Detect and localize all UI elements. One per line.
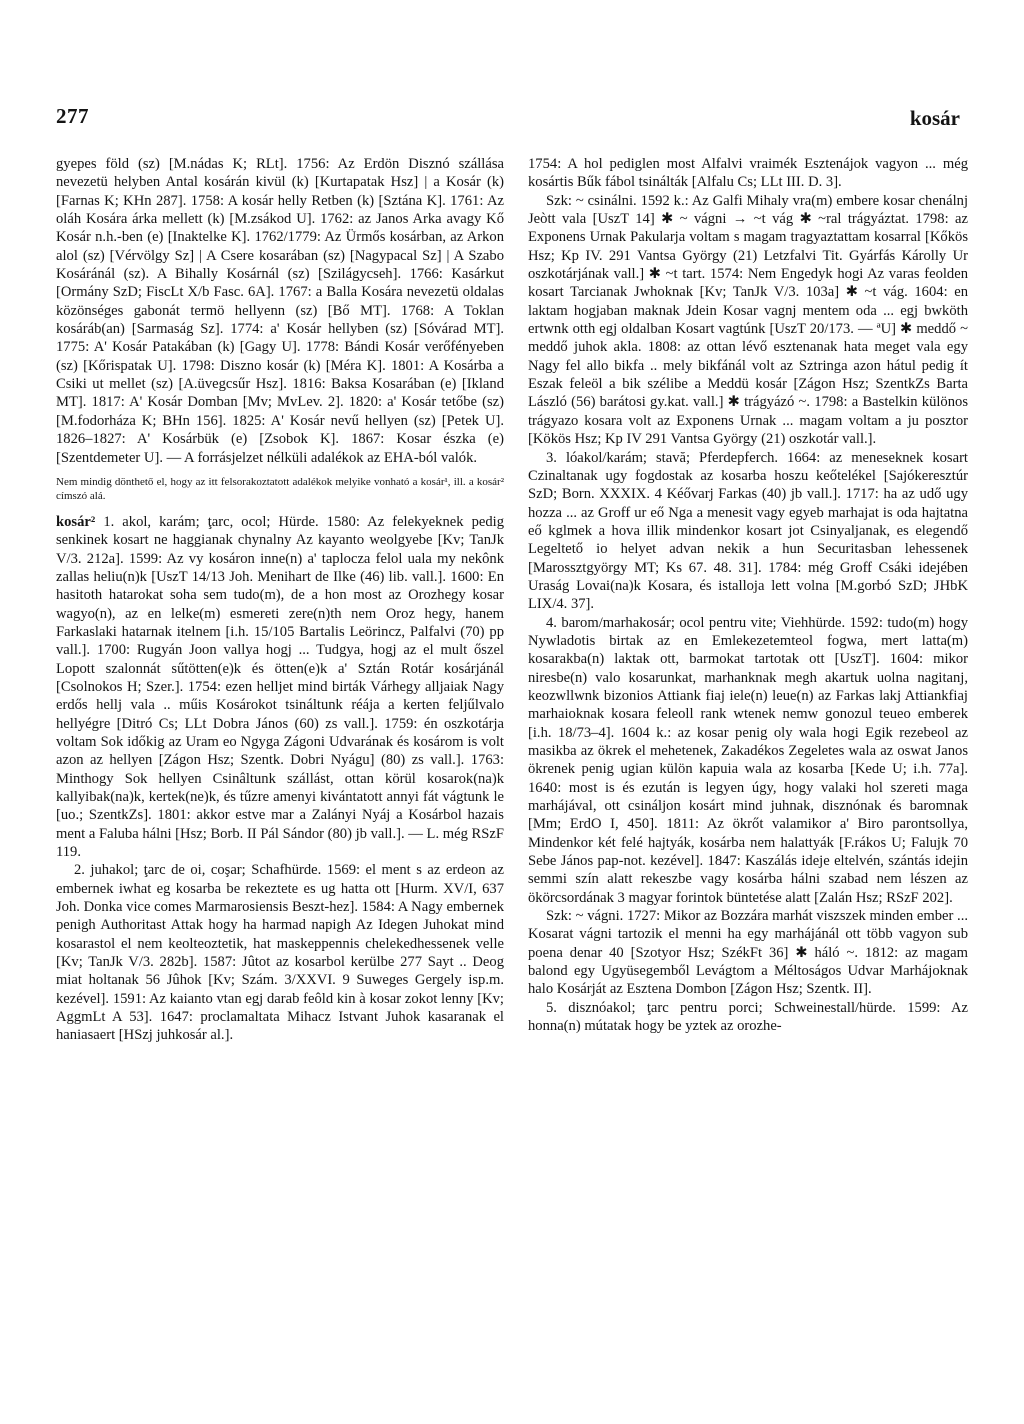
right-column [528,155,968,1036]
entry2-sense1 [56,513,504,862]
entry2-headword: kosár² [56,513,96,530]
left-column [56,155,504,1045]
page-headword: kosár [909,106,960,130]
entry1-continuation: gyepes föld (sz) [M.nádas K; RLt]. 1756: Az Erdön Disznó szállása nevezetü helyben Antal kosárán kivül (k) [Kurtapatak Hsz] | a Kosár (k) [Farnas K; KHn 287]. 1758: A kosár helly Retben (k) [Sztána K]. 1761: Az oláh Kosára árka mellett (k) [M.zsákod U]. 1762: az Janos Arka avagy Kő Kosár n.h.-ben (e) [Inaktelke K]. 1762/1779: Az Ürmős kosárban, az Arkon alol (sz) [Vérvölgy Sz] | A Csere kosarában (sz) [Nagypacal Sz] | A Szabo Kosáránál (sz). A Bihally Kosárnál (sz) [Szilágycseh]. 1766: Kasárkut [Ormány SzD; FiscLt X/b Fasc. 6A]. 1767: a Balla Kosára nevezetü oldalas közönséges gabonát termö hellyenn (sz) [Bő MT]. 1768: A Toklan kosáráb(an) [Sarmaság Sz]. 1774: a' Kosár hellyben (sz) [Sóvárad MT]. 1775: A' Kosár Patakában (k) [Gagy U]. 1778: Bándi Kosár verőfényeben (sz) [Kőrispatak U]. 1798: Diszno kosár (k) [Méra K]. 1801: A Kosárba a Csiki ut mellet (sz) [A.üvegcsűr Hsz]. 1816: Baksa Kosarában (e) [Ikland MT]. 1817: A' Kosár Domban [Mv; MvLev. 2]. 1820: a' Kosár tetőbe (sz) [M.fodorháza K; BHn 156]. 1825: A' Kosár nevű hellyen (sz) [Petek U]. 1826–1827: A' Kosárbük (e) [Zsobok K]. 1867: Kosar észka (e) [Szentdemeter U]. — A forrásjelzet nélküli adalékok az EHA-ból valók. [56,156,504,466]
sense3: 3. lóakol/karám; stavă; Pferdepferch. 1664: az meneseknek kosart Czinaltanak ugy fogdostak az kosarba hoszu keőtelékel [Sajókeresztúr SzD; Born. XXXIX. 4 Kéővarj Farkas (40) jb vall.]. 1717: ha az udő ugy hozza ... az Groff ur eő Nga a menesit vagy egyeb marhajat is oda hajtatna eő kglmek a hova illik mindenkor kosart jot Csinyaljanak, es elegendő Legeltető io helyet advan nekik a hun Securitasban lehessenek [Marossztgyörgy MT; Ks 67. 48. 31]. 1784: még Groff Csáki idejében Uraság Lovai(na)k Kosara, és istalloja lett volna [M.gorbó SzD; JHbK LIX/4. 37]. [528,449,968,613]
footnote: Nem mindig dönthető el, hogy az itt felsorakoztatott adalékok melyike vonható a kosár¹, ill. a kosár² címszó alá. [56,475,504,502]
sense5: 5. disznóakol; ţarc pentru porci; Schweinestall/hürde. 1599: Az honna(n) mútatak hogy be yztek az orozhe- [528,999,968,1035]
sense4: 4. barom/marhakosár; ocol pentru vite; Viehhürde. 1592: tudo(m) hogy Nywladotis birtak az en Emlekezetemteol fogwa, mert latta(m) kosarakba(n) laktak ott, barmokat tartotak ott [UszT]. 1604: mikor niresbe(n) valo kosarunkat, marhanknak megh akartuk uolna nagitanj, keozwllwnk bizonios Attiank fiaj iele(n) leue(n) az Farkas lakj Attiankfiaj marhaioknak kosara feleoll rank wtenek nemw gonozul teueo emberek [i.h. 18/73–4]. 1604 k.: az kosar penig oly wala hogi Egik rezebeol az masikba az ökrek el mehetenek, Zakadékos Zegeletes wala az oswat Janos ökrenek penig ugian külön kapuia wala az kosarba [Kede U; i.h. 77a]. 1640: most is és ezután is legyen úgy, hogy valaki hol szereti maga marhájával, ott csináljon kosárt mind juhnak, disznónak és baromnak [Mm; ErdO I, 450]. 1811: Az ökrőt valamikor a' Biro parontsollya, Mindenkor két felé hajtyák, kosárba nem halattyák [F.rákos U; Falujk 70 Sebe János pap-not. kezével]. 1847: Kaszálás ideje eltelvén, szántás idejin semmi szín alatt rekeszbe vagy kosárba hálni szabad nem lészen az ökörcsordának 3 magyar forintok büntetése alatt [Zalán Hsz; RSzF 202]. [528,614,968,906]
page-number: 277 [56,104,89,128]
sense2-continuation: 1754: A hol pediglen most Alfalvi vraimék Esztenájok vagyon ... még kosártis Bűk fábol tsinálták [Alfalu Cs; LLt III. D. 3]. [528,156,968,191]
sense4-phrases: Szk: ~ vágni. 1727: Mikor az Bozzára marhát viszszek minden ember ... Kosarat vágni tartozik el menni ha egy marhájánál ott több vagyon sub poena denar 40 [Szotyor Hsz; SzékFt 36] ✱ háló ~. 1812: az magam balond egy Ugyüsegemből Levágtom a Méltoságos Udvar Marhájoknak halo Kosárját az Esztena Dombon [Zágon Hsz; Szentk. II]. [528,908,968,998]
entry2-sense2: 2. juhakol; ţarc de oi, coşar; Schafhürde. 1569: el ment s az erdeon az embernek iwhat eg kosarba be rekeztete es ug hatta ott [Hurm. XV/I, 637 Joh. Donka vice comes Marmarosiensis Beszt-hez]. 1584: A Nagy embernek penigh Authoritast Attak hogy ha harmad napigh Az Idegen Juhokat mind kosarastol el nem keolteoztetik, hat maskeppennis chelekedhessenek velle [Kv; TanJk V/3. 282b]. 1587: Jûtot az kosarbol kerülbe 277 Sayt .. Deog miat holtanak 56 Jûhok [Kv; Szám. 3/XXVI. 9 Suweges Gergely isp.m. kezével]. 1591: Az kaianto vtan egj darab feôld kin à kosar zokot lenny [Kv; AggmLt A 53]. 1647: proclamaltata Mihacz Istvant Juhok kasaranak el haniasaert [HSzj juhkosár al.]. [56,862,504,1044]
entry2-sense1-text: 1. akol, karám; ţarc, ocol; Hürde. 1580: Az felekyeknek pedig senkinek kosart ne haggianak chynalny Az kayanto weolgyebe [Kv; TanJk V/3. 212a]. 1599: Az vy kosáron inne(n) a' taplocza felol uala my nekônk zallas heliu(n)k [UszT 14/13 Joh. Menihart de Ilke (46) lib. vall.]. 1600: En hasitoth hatarokat soha sem tudo(m), de a hon most az Orozhegy kosar wagyo(n), az en lelke(m) esmereti zere(n)th nem Oroz hegy, hanem Farkaslaki hatarnak itelnem [i.h. 15/105 Bartalis Leörincz, Palfalvi (70) pp vall.]. 1700: Rugyán Joon vallya hogj ... Tudgya, hogj az el mult őszel Lopott szalonnát sűtötten(e)k és ötten(e)k a' Sztán Rotár kosárjánál [Csolnokos H; Szer.]. 1754: ezen helljet mind birták Várhegy alljaiak Nagy erdős hellj vala .. műis Kosárokot tsináltunk réája a kerten feljűlvalo hellyégre [Ditró Cs; LLt Dobra János (60) zs vall.]. 1759: én oszkotárja voltam Sok időkig az Uram eo Ngyga Zágoni Udvarának és kosárom is volt azon az hellyen [Zágon Hsz; Szentk. Dobri Nyágu] (80) zs vall.]. 1763: Minthogy Sok hellyen Csinâltunk szállást, ottan körül kosarok(na)k kallyibak(na)k, kertek(ne)k, és tűzre amenyi kivántatott annyi fát vágtunk le [uo.; SzentkZs]. 1801: akkor estve mar a Zalányi Nyáj a Kosárbol hazais ment a Faluba hálni [Hsz; Borb. II Pál Sándor (80) jb vall.]. — L. még RSzF 119. [56,513,505,861]
sense2-phrases: Szk: ~ csinálni. 1592 k.: Az Galfi Mihaly vra(m) embere kosar chenálnj Jeòtt vala [UszT 14] ✱ ~ vágni → ~t vág ✱ ~ral trágyáztat. 1798: az Exponens Urnak Pakularja voltam s magam tragyaztattam kosarral [Kőkös Hsz; Kp IV. 291 Vantsa György (21) Letzfalvi Tit. Gyárfás Károlly Ur oszkotárjának vall.] ✱ ~t tart. 1574: Nem Engedyk hogi Az varas feolden kosart Tarcianak Jwhoknak [Kv; TanJk V/3. 103a] ✱ ~t vág. 1604: en laktam hogjaban maknak Jdein Kosar vagnj mentem oda ... egj bwköth ertwnk otth egj oldalban Kosart vagtúnk [UszT 20/173. — ªU] ✱ meddő ~ meddő juhok akla. 1808: az ottan lévő esztenanak hata meget vala egy Nagy fel allo bikfa .. mely bikfánál volt az Sztringa azon hátul pedig ít Eszak feleöl a bik szélibe a Meddü kosár [Zágon Hsz; SzentkZs Barta László (56) barátosi gy.kat. vall.] ✱ trágyázó ~. 1798: a Bastelkin különos trágyazo kosara volt az Exponens Urnak ... magam voltam a ju posztor [Kökös Hsz; Kp IV 291 Vantsa György (21) oszkotár vall.]. [528,192,968,448]
